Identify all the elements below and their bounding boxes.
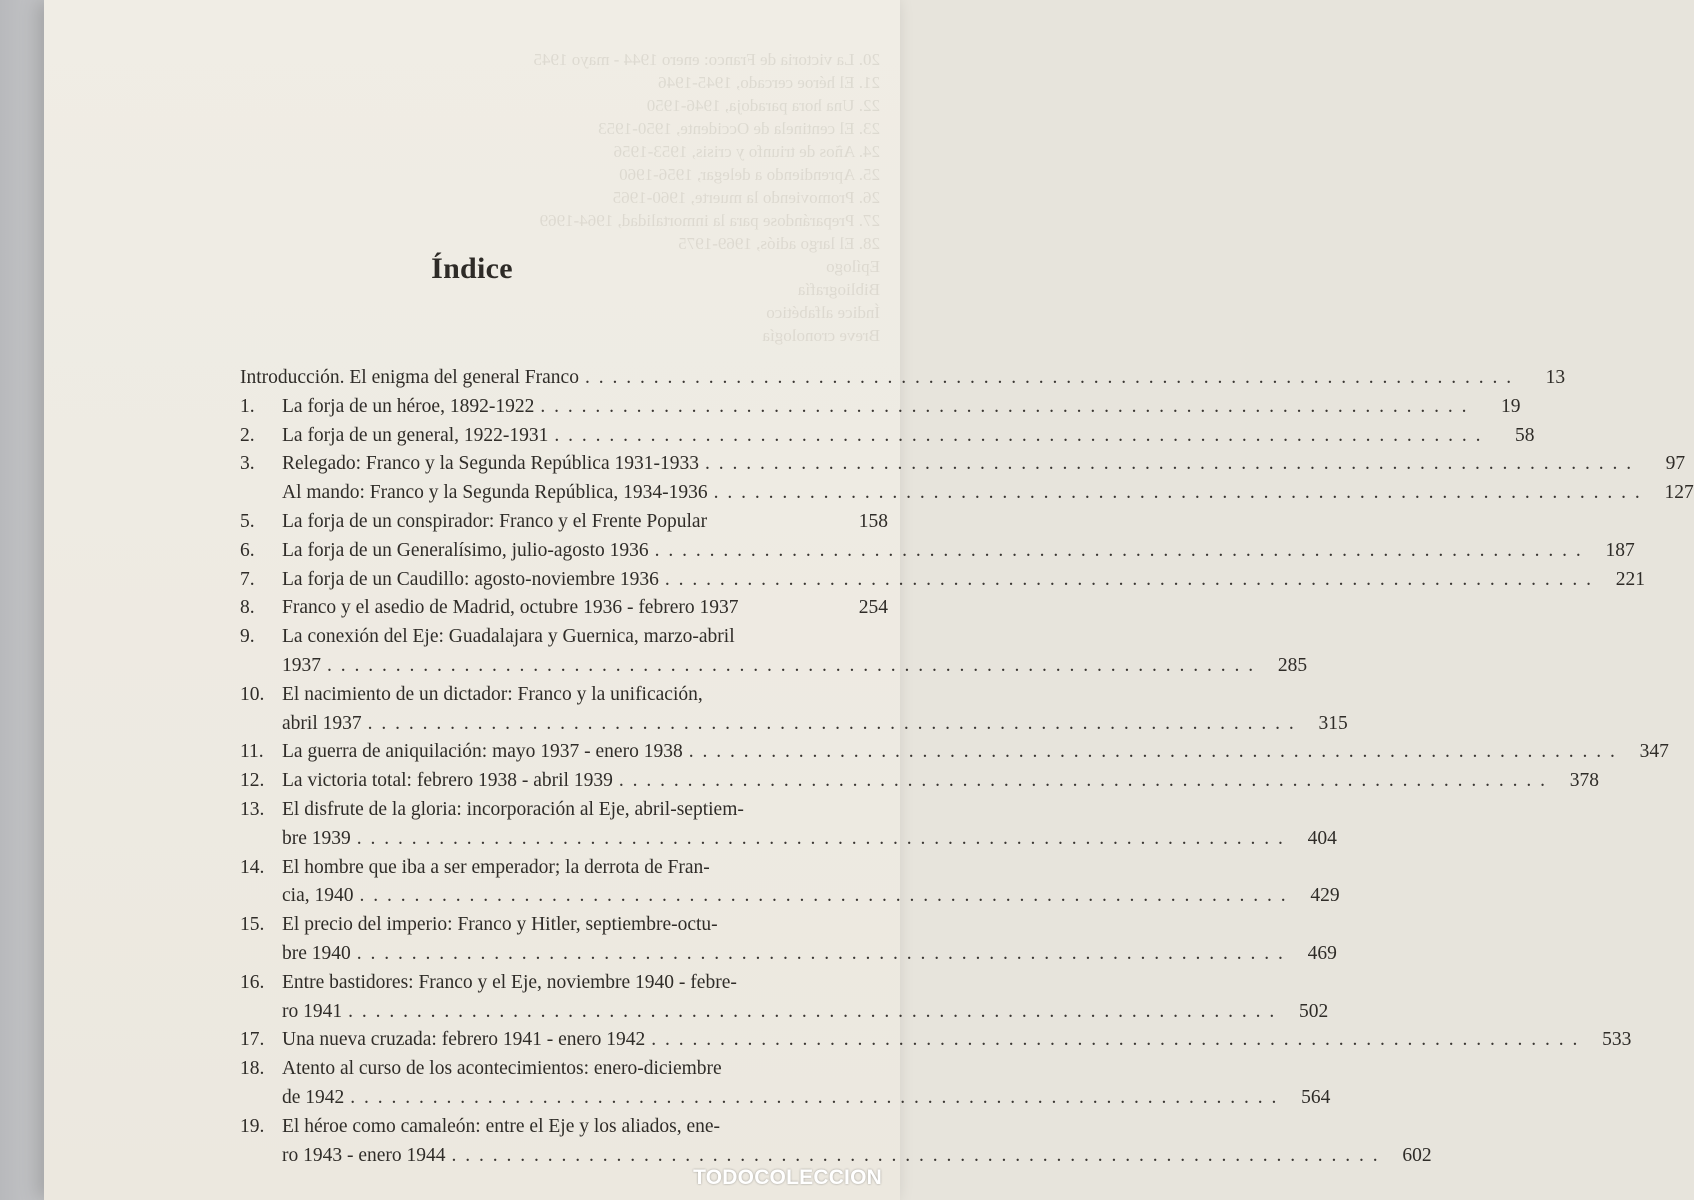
toc-chapter-number: 17. [240,1029,265,1051]
toc-leader-dots: . . . . . . . . . . . . . . . . . . . . . . . . . . . . . . . . . . . . . . . . . . . . . . . . . . . . . . . . . . . . . . . . . . . . [654,539,1583,561]
toc-chapter-title: La forja de un Caudillo: agosto-noviembre 1936 [282,568,659,590]
toc-line [240,1113,888,1142]
toc-chapter-number: 19. [240,1115,265,1137]
toc-chapter-title: La conexión del Eje: Guadalajara y Guernica, marzo-abril [282,626,735,648]
toc-leader-dots: . . . . . . . . . . . . . . . . . . . . . . . . . . . . . . . . . . . . . . . . . . . . . . . . . . . . . . . . . . . . . . . . . . . . [327,654,1256,676]
toc-chapter-number: 1. [240,395,255,417]
toc-chapter-number: 3. [240,453,255,475]
toc-line [240,623,888,652]
toc-line [240,422,1535,451]
toc-line [240,1055,888,1084]
toc-line [240,969,888,998]
toc-line [240,767,1599,796]
toc-chapter-title: bre 1939 [282,827,351,849]
toc-chapter-number: 13. [240,798,265,820]
toc-chapter-title: Relegado: Franco y la Segunda República 1931-1933 [282,453,699,475]
toc-chapter-number: 12. [240,770,265,792]
toc-entry [240,1113,1432,1171]
show-through-line: Bibliografía [797,280,880,299]
toc-chapter-number: 8. [240,597,255,619]
toc-leader-dots: . . . . . . . . . . . . . . . . . . . . . . . . . . . . . . . . . . . . . . . . . . . . . . . . . . . . . . . . . . . . . . . . . . . . [540,395,1469,417]
toc-entry [240,508,888,537]
toc-entry [240,767,1599,796]
toc-chapter-title: Entre bastidores: Franco y el Eje, noviembre 1940 - febre- [282,971,737,993]
toc-page-number: 378 [1569,770,1599,792]
toc-leader-dots: . . . . . . . . . . . . . . . . . . . . . . . . . . . . . . . . . . . . . . . . . . . . . . . . . . . . . . . . . . . . . . . . . . . . [651,1029,1580,1051]
toc-line [240,508,888,537]
toc-entry [240,681,1348,739]
toc-chapter-number: 7. [240,568,255,590]
book-page [44,0,1694,1200]
toc-line [240,738,1669,767]
toc-entry [240,479,1694,508]
show-through-line: 25. Aprendiendo a delegar, 1956-1960 [619,165,880,184]
toc-page-number: 602 [1402,1144,1432,1166]
toc-page-number: 564 [1301,1086,1331,1108]
show-through-line: Epílogo [826,257,880,276]
show-through-line: 21. El héroe cercado, 1945-1946 [658,73,880,92]
toc-chapter-title: Introducción. El enigma del general Franco [240,367,579,388]
toc-line [240,825,1337,854]
toc-line [240,796,888,825]
toc-chapter-number: 9. [240,626,255,648]
toc-chapter-number: 11. [240,741,264,763]
show-through-text [520,48,880,347]
toc-page-number: 285 [1277,654,1308,676]
table-of-contents [240,364,1694,1170]
toc-chapter-title: La forja de un general, 1922-1931 [282,424,549,446]
toc-chapter-title: La forja de un héroe, 1892-1922 [282,395,535,417]
toc-entry [240,594,888,623]
show-through-line: 26. Promoviendo la muerte, 1960-1965 [612,188,880,207]
toc-page-number: 13 [1545,367,1566,388]
toc-chapter-number: 10. [240,683,265,705]
toc-leader-dots: . . . . . . . . . . . . . . . . . . . . . . . . . . . . . . . . . . . . . . . . . . . . . . . . . . . . . . . . . . . . . . . . . . . . [664,568,1594,590]
toc-leader-dots: . . . . . . . . . . . . . . . . . . . . . . . . . . . . . . . . . . . . . . . . . . . . . . . . . . . . . . . . . . . . . . . . . . . . [584,367,1514,388]
toc-chapter-title: El precio del imperio: Franco y Hitler, septiembre-octu- [282,914,718,936]
toc-entry [240,854,1340,912]
toc-line [240,940,1337,969]
toc-chapter-title: abril 1937 [282,712,362,734]
toc-page-number: 97 [1665,453,1686,475]
toc-entry [240,969,1329,1027]
toc-chapter-title: 1937 [282,654,321,676]
toc-line [240,882,1340,911]
toc-chapter-title: La victoria total: febrero 1938 - abril 1939 [282,770,613,792]
toc-leader-dots: . . . . . . . . . . . . . . . . . . . . . . . . . . . . . . . . . . . . . . . . . . . . . . . . . . . . . . . . . . . . . . . . . . . . [704,453,1634,475]
toc-line [240,393,1521,422]
toc-chapter-number: 15. [240,914,265,936]
toc-entry [240,911,1337,969]
toc-chapter-title: ro 1943 - enero 1944 [282,1144,446,1166]
toc-chapter-title: Al mando: Franco y la Segunda República, 1934-1936 [282,482,708,504]
toc-page-number: 502 [1299,1000,1329,1022]
toc-entry [240,450,1686,479]
show-through-line: Índice alfabético [766,303,880,322]
toc-entry [240,364,1566,393]
toc-line [240,911,888,940]
toc-leader-dots: . . . . . . . . . . . . . . . . . . . . . . . . . . . . . . . . . . . . . . . . . . . . . . . . . . . . . . . . . . . . . . . . . . . . [554,424,1483,446]
toc-leader-dots: . . . . . . . . . . . . . . . . . . . . . . . . . . . . . . . . . . . . . . . . . . . . . . . . . . . . . . . . . . . . . . . . . . . . [618,770,1547,792]
toc-line [240,1026,1632,1055]
show-through-line: Breve cronología [762,326,880,345]
toc-line [240,537,1635,566]
toc-chapter-title: de 1942 [282,1086,345,1108]
show-through-line: 28. El largo adiós, 1969-1975 [678,234,880,253]
toc-entry [240,738,1669,767]
toc-leader-dots: . . . . . . . . . . . . . . . . . . . . . . . . . . . . . . . . . . . . . . . . . . . . . . . . . . . . . . . . . . . . . . . . . . . . [356,942,1285,964]
toc-leader-dots: . . . . . . . . . . . . . . . . . . . . . . . . . . . . . . . . . . . . . . . . . . . . . . . . . . . . . . . . . . . . . . . . . . . . [359,885,1288,907]
toc-entry [240,422,1535,451]
toc-chapter-title: cia, 1940 [282,885,354,907]
watermark: TODOCOLECCION [693,1166,882,1189]
toc-page-number: 19 [1500,395,1521,417]
toc-line [240,364,1566,393]
toc-page-number: 315 [1318,712,1348,734]
toc-page-number: 158 [858,510,888,532]
toc-page-number: 469 [1307,942,1337,964]
toc-line [240,710,1348,739]
toc-chapter-title: La forja de un Generalísimo, julio-agosto 1936 [282,539,649,561]
toc-chapter-title: La guerra de aniquilación: mayo 1937 - enero 1938 [282,741,683,763]
toc-line [240,566,1646,595]
toc-entry [240,537,1635,566]
toc-entry [240,1055,1331,1113]
toc-page-number: 254 [858,597,888,619]
toc-line [240,450,1686,479]
toc-line [240,594,888,623]
toc-line [240,479,1694,508]
toc-line [240,652,1308,681]
toc-chapter-title: El héroe como camaleón: entre el Eje y los aliados, ene- [282,1115,721,1137]
toc-chapter-title: El disfrute de la gloria: incorporación al Eje, abril-septiem- [282,798,744,820]
toc-page-number: 221 [1615,568,1646,590]
toc-leader-dots: . . . . . . . . . . . . . . . . . . . . . . . . . . . . . . . . . . . . . . . . . . . . . . . . . . . . . . . . . . . . . . . . . . . . [348,1000,1277,1022]
toc-chapter-title: ro 1941 [282,1000,343,1022]
toc-line [240,1084,1331,1113]
toc-chapter-title: La forja de un conspirador: Franco y el Frente Popular [282,510,708,532]
toc-chapter-number: 5. [240,510,255,532]
toc-chapter-number: 2. [240,424,255,446]
show-through-line: 20. La victoria de Franco: enero 1944 - mayo 1945 [533,50,880,69]
toc-entry [240,796,1337,854]
toc-page-number: 347 [1639,741,1669,763]
page-title: Índice [431,252,513,285]
toc-chapter-number: 18. [240,1058,265,1080]
toc-leader-dots: . . . . . . . . . . . . . . . . . . . . . . . . . . . . . . . . . . . . . . . . . . . . . . . . . . . . . . . . . . . . . . . . . . . . [356,827,1285,849]
toc-page-number: 187 [1605,539,1635,561]
toc-line [240,854,888,883]
show-through-line: 27. Preparándose para la inmortalidad, 1964-1969 [539,211,880,230]
toc-page-number: 404 [1307,827,1337,849]
show-through-line: 22. Una hora paradoja, 1946-1950 [646,96,880,115]
toc-leader-dots: . . . . . . . . . . . . . . . . . . . . . . . . . . . . . . . . . . . . . . . . . . . . . . . . . . . . . . . . . . . . . . . . . . . . [688,741,1617,763]
toc-chapter-title: El hombre que iba a ser emperador; la derrota de Fran- [282,856,710,878]
toc-chapter-title: Una nueva cruzada: febrero 1941 - enero 1942 [282,1029,646,1051]
toc-leader-dots: . . . . . . . . . . . . . . . . . . . . . . . . . . . . . . . . . . . . . . . . . . . . . . . . . . . . . . . . . . . . . . . . . . . . [713,482,1642,504]
toc-chapter-title: El nacimiento de un dictador: Franco y la unificación, [282,683,703,705]
toc-line [240,998,1329,1027]
toc-entry [240,623,1308,681]
toc-leader-dots: . . . . . . . . . . . . . . . . . . . . . . . . . . . . . . . . . . . . . . . . . . . . . . . . . . . . . . . . . . . . . . . . . . . . [367,712,1296,734]
toc-chapter-number: 6. [240,539,255,561]
toc-entry [240,566,1646,595]
show-through-line: 24. Años de triunfo y crisis, 1953-1956 [613,142,880,161]
toc-chapter-title: Atento al curso de los acontecimientos: enero-diciembre [282,1058,722,1080]
toc-chapter-title: Franco y el asedio de Madrid, octubre 1936 - febrero 1937 [282,597,739,619]
toc-entry [240,393,1521,422]
toc-leader-dots: . . . . . . . . . . . . . . . . . . . . . . . . . . . . . . . . . . . . . . . . . . . . . . . . . . . . . . . . . . . . . . . . . . . . [350,1086,1279,1108]
toc-leader-dots: . . . . . . . . . . . . . . . . . . . . . . . . . . . . . . . . . . . . . . . . . . . . . . . . . . . . . . . . . . . . . . . . . . . . [451,1144,1380,1166]
show-through-line: 23. El centinela de Occidente, 1950-1953 [598,119,880,138]
toc-page-number: 58 [1515,424,1535,446]
toc-page-number: 127 [1664,482,1694,504]
toc-chapter-title: bre 1940 [282,942,351,964]
toc-line [240,681,888,710]
toc-entry [240,1026,1632,1055]
toc-page-number: 429 [1310,885,1340,907]
toc-page-number: 533 [1602,1029,1632,1051]
toc-chapter-number: 14. [240,856,265,878]
toc-chapter-number: 16. [240,971,265,993]
